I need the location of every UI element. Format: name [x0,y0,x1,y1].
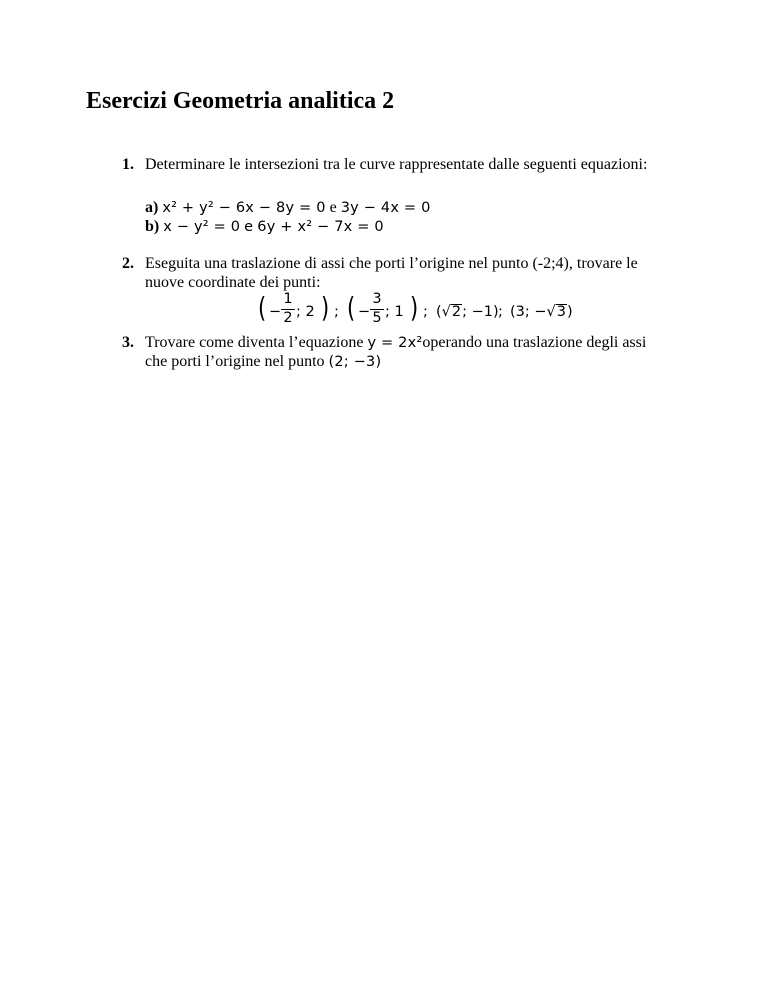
exercise-2: 2. Eseguita una traslazione di assi che porti l’origine nel punto (-2;4), trovare le nuove coordinate dei punti: ( − $\frac{1}{2}$ ; 2 ) ; ( − $\frac{3}{5}$ ; 1 ) ; (√2; −1) ; (3; −√3) [86,254,706,334]
point-rest: ; 1 [385,304,404,320]
square-root: √2 [441,304,462,320]
sign: − [269,304,282,320]
fraction [281,291,295,326]
denominator: 5 [370,309,384,326]
equation-item-a [145,198,431,218]
exercise-3 [86,333,706,373]
equation: 3y − 4x = 0 [340,200,431,216]
sign: − [358,304,371,320]
item-label: a) [145,199,159,216]
exercise-1 [86,155,706,235]
denominator: 2 [281,309,295,326]
exercise-text-line-2: che porti l’origine nel punto (2; −3) [145,353,382,370]
equation: x − y² = 0 [163,219,241,235]
separator: ; [334,304,339,320]
separator: ; [498,304,503,320]
equation: 6y + x² − 7x = 0 [257,219,384,235]
separator: ; [423,304,428,320]
conjunction: e [329,199,337,216]
exercise-number: 1. [122,156,134,173]
equation: x² + y² − 6x − 8y = 0 [162,200,326,216]
point-coordinates: (2; −3) [328,354,382,370]
exercise-number: 3. [122,334,134,351]
point-3: (√2; −1) [436,304,499,320]
conjunction: e [244,219,254,235]
exercise-text-line-2: nuove coordinate dei punti: [145,274,321,291]
point-4: (3; −√3) [510,304,573,320]
item-label: b) [145,218,160,235]
exercise-number: 2. [122,255,134,272]
equation: y = 2x² [367,335,423,351]
numerator: 3 [372,291,382,307]
exercise-text-line-1: Trovare come diventa l’equazione y = 2x²operando una traslazione degli assi [145,334,647,351]
equation-item-b [145,217,384,237]
fraction [370,291,384,326]
numerator: 1 [283,291,293,307]
square-root: √3 [546,304,567,320]
exercise-text-line-1: Eseguita una traslazione di assi che porti l’origine nel punto (-2;4), trovare le [145,255,638,272]
point-rest: ; 2 [296,304,315,320]
exercise-text: Determinare le intersezioni tra le curve rappresentate dalle seguenti equazioni: [145,156,648,173]
page-title: Esercizi Geometria analitica 2 [86,88,395,114]
